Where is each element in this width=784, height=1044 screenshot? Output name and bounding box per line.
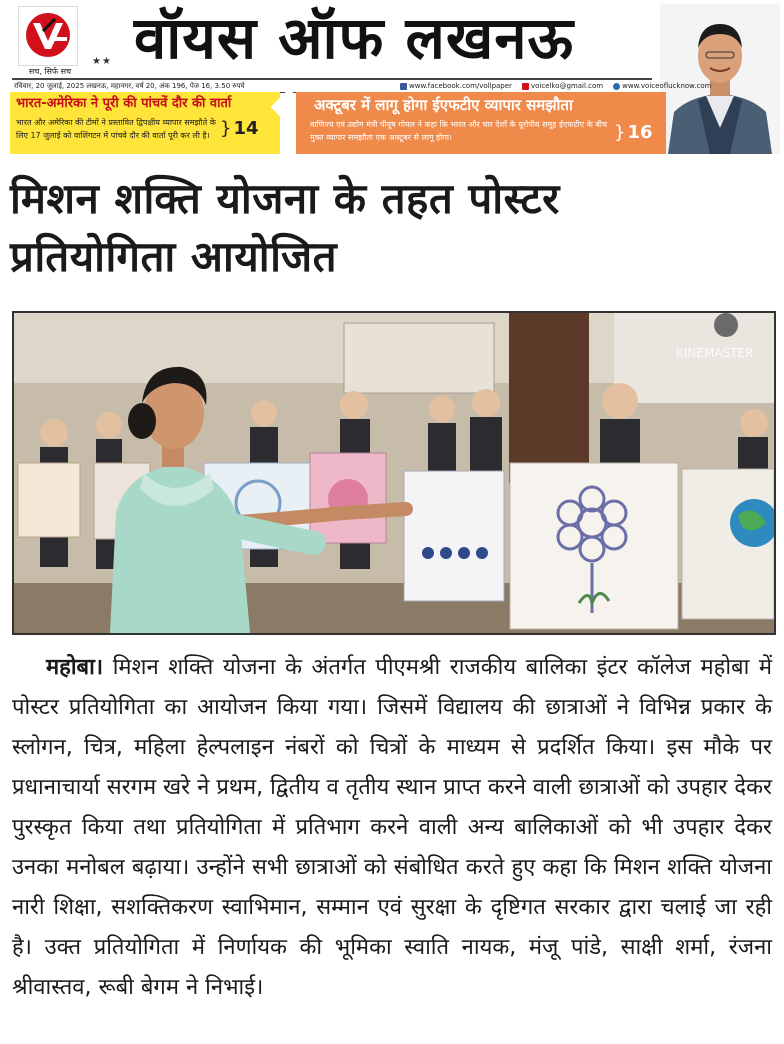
teaser-headline: भारत-अमेरिका ने पूरी की पांचवें दौर की वार्ता — [16, 96, 232, 111]
photo-watermark: KINEMASTER — [676, 346, 754, 360]
mail-icon — [522, 83, 529, 90]
masthead — [0, 0, 784, 160]
article-paragraph: मिशन शक्ति योजना के अंतर्गत पीएमश्री राजकीय बालिका इंटर कॉलेज महोबा में पोस्टर प्रतियोगिता का आयोजन किया गया। जिसमें विद्यालय की छात्राओं ने विभिन्न प्रकार के स्लोगन, चित्र, महिला हेल्पलाइन नंबरों को चित्रों के माध्यम से प्रदर्शित किया। इस मौके पर प्रधानाचार्या सरगम खरे ने प्रथम, द्वितीय व तृतीय स्थान प्राप्त करने वाली छात्राओं को उपहार देकर पुरस्कृत किया तथा प्रतियोगिता में प्रतिभाग करने वाली अन्य बालिकाओं को भी उपहार देकर उनका मनोबल बढ़ाया। उन्होंने सभी छात्राओं को संबोधित करते हुए कहा कि मिशन शक्ति योजना नारी शिक्षा, सशक्तिकरण स्वाभिमान, सम्मान एवं सुरक्षा के दृष्टिगत सरकार द्वारा चलाई जा रही है। उक्त प्रतियोगिता में निर्णायक की भूमिका स्वाति नायक, मंजू पांडे, साक्षी शर्मा, रंजना श्रीवास्तव, रूबी बेगम ने निभाई। — [12, 655, 772, 1000]
article-body — [12, 648, 772, 1008]
teaser-body: भारत और अमेरिका की टीमों ने प्रस्तावित द्विपक्षीय व्यापार समझौते के लिए 17 जुलाई को वाशिंगटन में पांचवे दौर की वार्ता पूरी कर ली है। — [16, 118, 216, 140]
masthead-stars: ★★ — [92, 56, 112, 67]
article-headline — [10, 170, 770, 286]
poster-competition-photo — [14, 313, 774, 633]
facebook-icon — [400, 83, 407, 90]
minister-portrait — [660, 4, 780, 154]
logo-tagline: सच, सिर्फ सच — [28, 67, 72, 76]
newspaper-logo — [18, 6, 78, 66]
headline-line-2: प्रतियोगिता आयोजित — [10, 232, 338, 281]
teaser-body: वाणिज्य एवं उद्योग मंत्री पीयूष गोयल ने कहा कि भारत और चार देशों के यूरोपीय समूह ईएफटीए के बीच मुक्त व्यापार समझौता एक अक्टूबर से लागू होगा। — [310, 120, 608, 142]
headline-line-1: मिशन शक्ति योजना के तहत पोस्टर — [10, 174, 560, 223]
masthead-meta-bar — [12, 78, 712, 93]
teaser-page-number: } 14 — [220, 118, 259, 139]
website-link[interactable]: www.voiceoflucknow.com — [613, 80, 711, 92]
dateline: महोबा। — [46, 655, 104, 680]
globe-icon — [613, 83, 620, 90]
issue-meta: रविवार, 20 जुलाई, 2025 लखनऊ, महानगर, वर्ष 20, अंक 196, पेज 16, 3.50 रुपये — [14, 82, 245, 90]
email-link[interactable]: voicelko@gmail.com — [522, 80, 603, 92]
teaser-efta-agreement[interactable] — [296, 92, 666, 154]
teaser-page-number: } 16 — [614, 122, 653, 143]
teaser-india-us-talks[interactable] — [10, 92, 280, 154]
teaser-headline: अक्टूबर में लागू होगा ईएफटीए व्यापार समझौता — [314, 96, 573, 114]
newspaper-title: वॉयस ऑफ लखनऊ — [134, 4, 575, 72]
facebook-link[interactable]: www.facebook.com/vollpaper — [400, 80, 512, 92]
social-links — [400, 80, 711, 92]
portrait-image — [660, 4, 780, 154]
voice-logo-icon — [23, 9, 73, 63]
article-photo — [12, 311, 776, 635]
